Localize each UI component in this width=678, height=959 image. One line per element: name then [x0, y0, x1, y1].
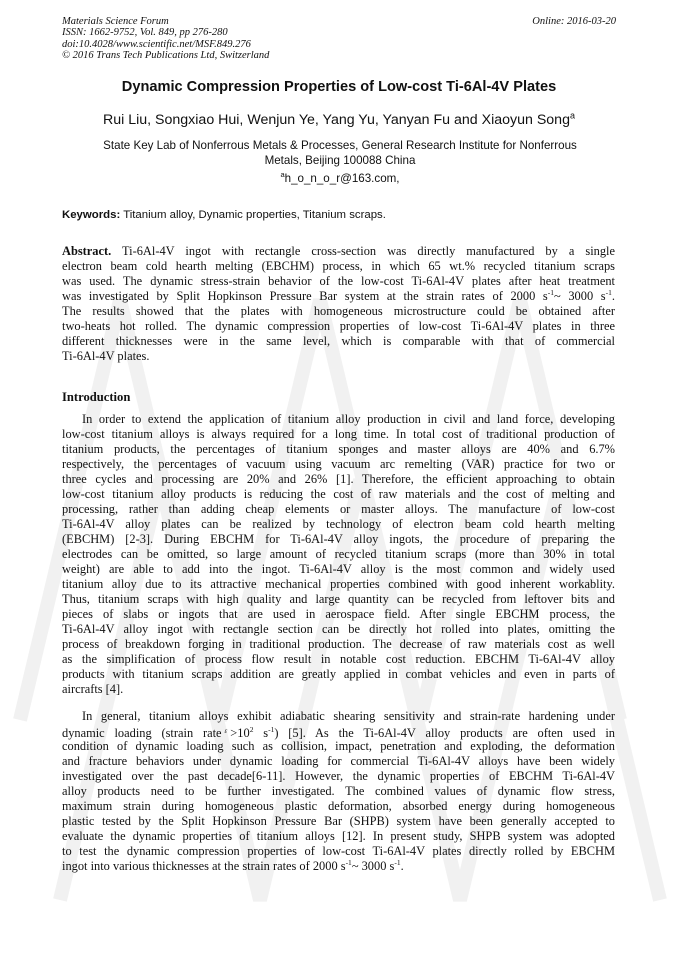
introduction-paragraph-1: [62, 412, 615, 697]
body-line: Ti-6Al-4V alloy plates can be realized by technology of electron beam cold hearth melting: [62, 517, 615, 531]
body-line: and fracture behaviors under dynamic loading for commercial Ti-6Al-4V alloys have been widely: [62, 754, 615, 768]
body-line: to test the dynamic compression properties of low-cost Ti-6Al-4V plates directly rolled by EBCHM: [62, 844, 615, 858]
body-line: (EBCHM) [2-3]. During EBCHM for Ti-6Al-4V alloy ingots, the procedure of preparing the: [62, 532, 615, 546]
body-line: Ti-6Al-4V alloy ingot with rectangle section can be directly hot rolled into plates, omitting the: [62, 622, 615, 636]
body-line: maximum strain during homogeneous plastic deformation, absorbed energy during homogeneous: [62, 799, 615, 813]
online-date: Online: 2016-03-20: [532, 16, 616, 27]
doi-line: doi:10.4028/www.scientific.net/MSF.849.276: [62, 38, 251, 50]
body-line: low-cost titanium alloys is always required for a long time. In total cost of traditional production of: [62, 427, 615, 441]
paper-title: Dynamic Compression Properties of Low-cost Ti-6Al-4V Plates: [121, 79, 557, 95]
body-line: titanium products, the percentages of titanium sponges and master alloys are 40% and 6.7%: [62, 442, 615, 456]
abstract-line: was investigated by Split Hopkinson Pressure Bar system at the strain rates of 2000 $s^{-1}\sim$ 3000 $s^{-1}$.: [62, 287, 615, 303]
abstract-line: Abstract. Ti-6Al-4V ingot with rectangle cross-section was directly manufactured by a single: [62, 244, 615, 258]
introduction-paragraph-2: [62, 709, 615, 874]
abstract-line: Ti-6Al-4V plates.: [62, 349, 150, 363]
keywords-label: Keywords:: [62, 209, 121, 221]
keywords-text: Titanium alloy, Dynamic properties, Titanium scraps.: [123, 209, 386, 221]
email-address[interactable]: h_o_n_o_r@163.com,: [284, 172, 400, 185]
journal-name: Materials Science Forum: [62, 16, 169, 27]
affiliation-line: State Key Lab of Nonferrous Metals & Processes, General Research Institute for Nonferrous: [103, 139, 577, 152]
author-affiliation-mark: a: [569, 110, 575, 121]
keywords: [62, 209, 386, 221]
body-line: ingot into various thicknesses at the strain rates of 2000 $s^{-1}\sim$ 3000 $s^{-1}$.: [62, 857, 404, 873]
abstract-label: Abstract.: [62, 244, 112, 258]
abstract-line: two-heats hot rolled. The dynamic compression properties of low-cost Ti-6Al-4V plates in three: [62, 319, 615, 333]
author-list: [20, 112, 658, 128]
body-line: products with titanium scraps addition are greatly applied in combat vehicles and even in parts of: [62, 667, 615, 681]
body-line: condition of dynamic loading such as collision, impact, penetration and exploding, the deformation: [62, 739, 615, 753]
body-line: alloy products need to be further investigated. The combined values of dynamic flow stress,: [62, 784, 615, 798]
body-line: aircrafts [4].: [62, 682, 124, 696]
abstract-line: different thicknesses were in the same level, which is comparable with that of commercial: [62, 334, 615, 348]
body-line: process of breakdown forging in traditional production. The decrease of raw materials cost as well: [62, 637, 615, 651]
body-line: electrodes can be omitted, so large amount of recycled titanium scraps (more than 30% in total: [62, 547, 615, 561]
body-line: respectively, the percentages of vacuum using vacuum arc remelting (VAR) practice for two or: [62, 457, 615, 471]
body-line: investigated over the past decade[6-11]. However, the dynamic properties of EBCHM Ti-6Al-4V: [62, 769, 615, 783]
affiliation-line: Metals, Beijing 100088 China: [264, 154, 416, 167]
body-line: In order to extend the application of titanium alloy production in civil and land force, developing: [82, 412, 615, 426]
body-line: evaluate the dynamic properties of titanium alloys [12]. In present study, SHPB system was adopted: [62, 829, 615, 843]
body-line: plastic tested by the Split Hopkinson Pressure Bar (SHPB) system have been generally accepted to: [62, 814, 615, 828]
body-line: processing, rather than adding cheap elements or master alloys. The manufacture of low-cost: [62, 502, 615, 516]
body-line: Thus, titanium scraps with high quality and large quantity can be recycled from leftover bits and: [62, 592, 615, 606]
copyright-line: © 2016 Trans Tech Publications Ltd, Switzerland: [62, 49, 270, 61]
abstract-line: was used. The dynamic stress-strain behavior of the low-cost Ti-6Al-4V plates after heat treatment: [62, 274, 615, 288]
body-line: pieces of slabs or ingots that are used in aerospace field. After single EBCHM process, the: [62, 607, 615, 621]
abstract-line: The results showed that the plates with homogeneous microstructure could be obtained after: [62, 304, 615, 318]
author-email: [70, 172, 610, 185]
body-line: weight) are able to add into the ingot. Ti-6Al-4V alloy is the most common and widely used: [62, 562, 615, 576]
section-heading-introduction: Introduction: [62, 390, 131, 404]
body-line: dynamic loading (strain rate $^\varepsilon >10^2$ $s^{-1}$) [5]. As the Ti-6Al-4V alloy products are often used in: [62, 724, 615, 740]
abstract: [62, 244, 615, 364]
author-names: Rui Liu, Songxiao Hui, Wenjun Ye, Yang Yu, Yanyan Fu and Xiaoyun Song: [103, 112, 570, 128]
body-line: as the simplification of process flow result in notable cost reduction. EBCHM Ti-6Al-4V alloy: [62, 652, 615, 666]
strain-rate-symbol: ε: [224, 727, 228, 735]
body-line: In general, titanium alloys exhibit adiabatic shearing sensitivity and strain-rate hardening under: [82, 709, 615, 723]
body-line: low-cost titanium alloy products is reducing the cost of raw materials and the cost of melting and: [62, 487, 615, 501]
abstract-line: electron beam cold hearth melting (EBCHM) process, in which 65 wt.% recycled titanium scraps: [62, 259, 615, 273]
email-mark: a: [280, 170, 285, 180]
issn-line: ISSN: 1662-9752, Vol. 849, pp 276-280: [62, 27, 228, 39]
affiliation: [70, 138, 610, 168]
body-line: titanium alloy due to its attractive mechanical properties combined with good inherent workablity.: [62, 577, 615, 591]
body-line: three cycles and processing are 20% and 26% [1]. Therefore, the efficient approaching to obtain: [62, 472, 615, 486]
journal-header: [62, 16, 269, 61]
